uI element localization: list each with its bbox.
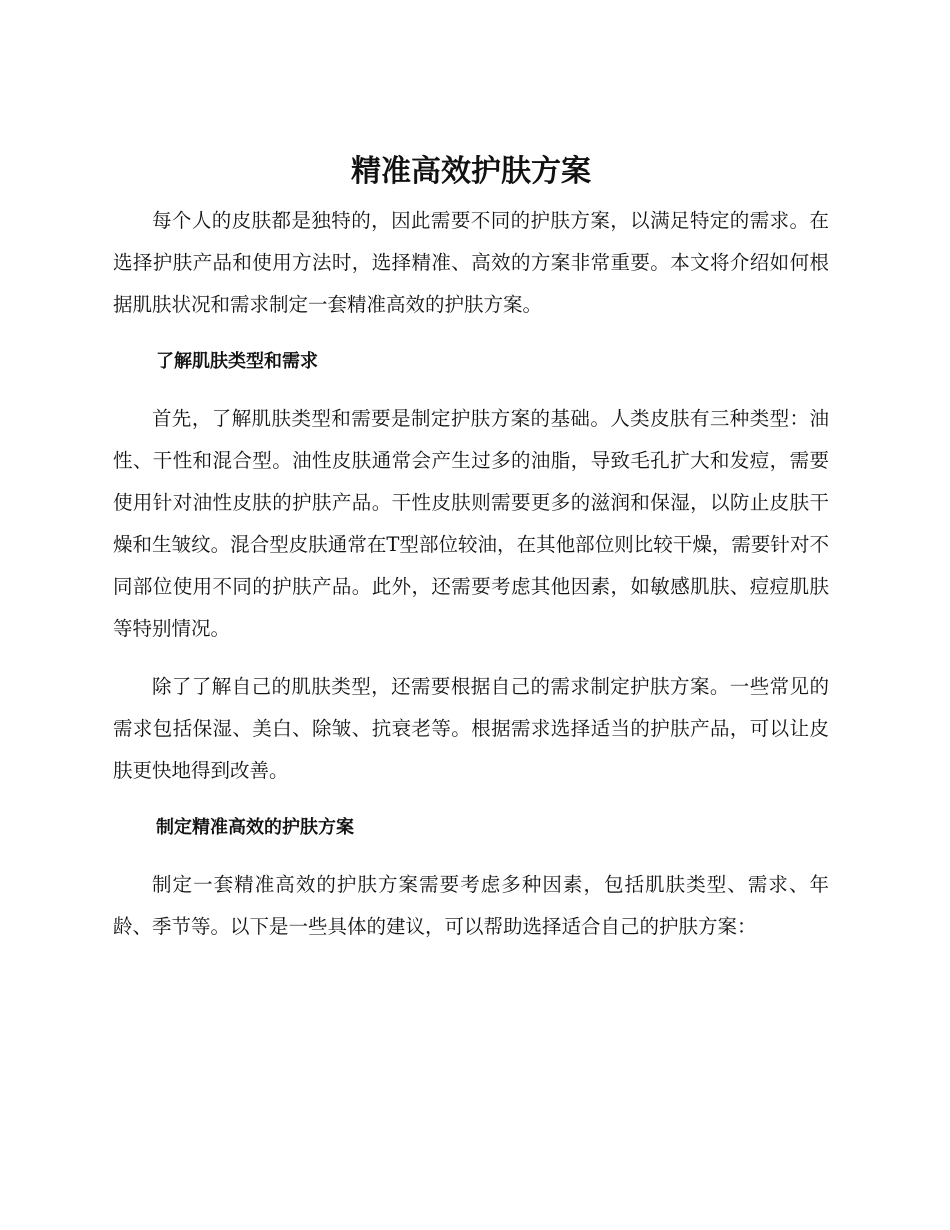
skin-type-paragraph: 首先，了解肌肤类型和需要是制定护肤方案的基础。人类皮肤有三种类型：油性、干性和混合型。油性皮肤通常会产生过多的油脂，导致毛孔扩大和发痘，需要使用针对油性皮肤的护肤产品。干性皮肤则需要更多的滋润和保湿，以防止皮肤干燥和生皱纹。混合型皮肤通常在T型部位较油，在其他部位则比较干燥，需要针对不同部位使用不同的护肤产品。此外，还需要考虑其他因素，如敏感肌肤、痘痘肌肤等特别情况。 <box>113 407 829 640</box>
intro-paragraph: 每个人的皮肤都是独特的，因此需要不同的护肤方案，以满足特定的需求。在选择护肤产品和使用方法时，选择精准、高效的方案非常重要。本文将介绍如何根据肌肤状况和需求制定一套精准高效的护肤方案。 <box>113 209 829 316</box>
plan-paragraph: 制定一套精准高效的护肤方案需要考虑多种因素，包括肌肤类型、需求、年龄、季节等。以下是一些具体的建议，可以帮助选择适合自己的护肤方案： <box>113 873 829 938</box>
section-heading-plan: 制定精准高效的护肤方案 <box>156 817 354 838</box>
document-title: 精准高效护肤方案 <box>351 154 591 189</box>
skin-needs-paragraph: 除了了解自己的肌肤类型，还需要根据自己的需求制定护肤方案。一些常见的需求包括保湿、美白、除皱、抗衰老等。根据需求选择适当的护肤产品，可以让皮肤更快地得到改善。 <box>113 675 829 782</box>
document-page <box>113 148 829 964</box>
section-heading-skin-type: 了解肌肤类型和需求 <box>156 351 318 372</box>
